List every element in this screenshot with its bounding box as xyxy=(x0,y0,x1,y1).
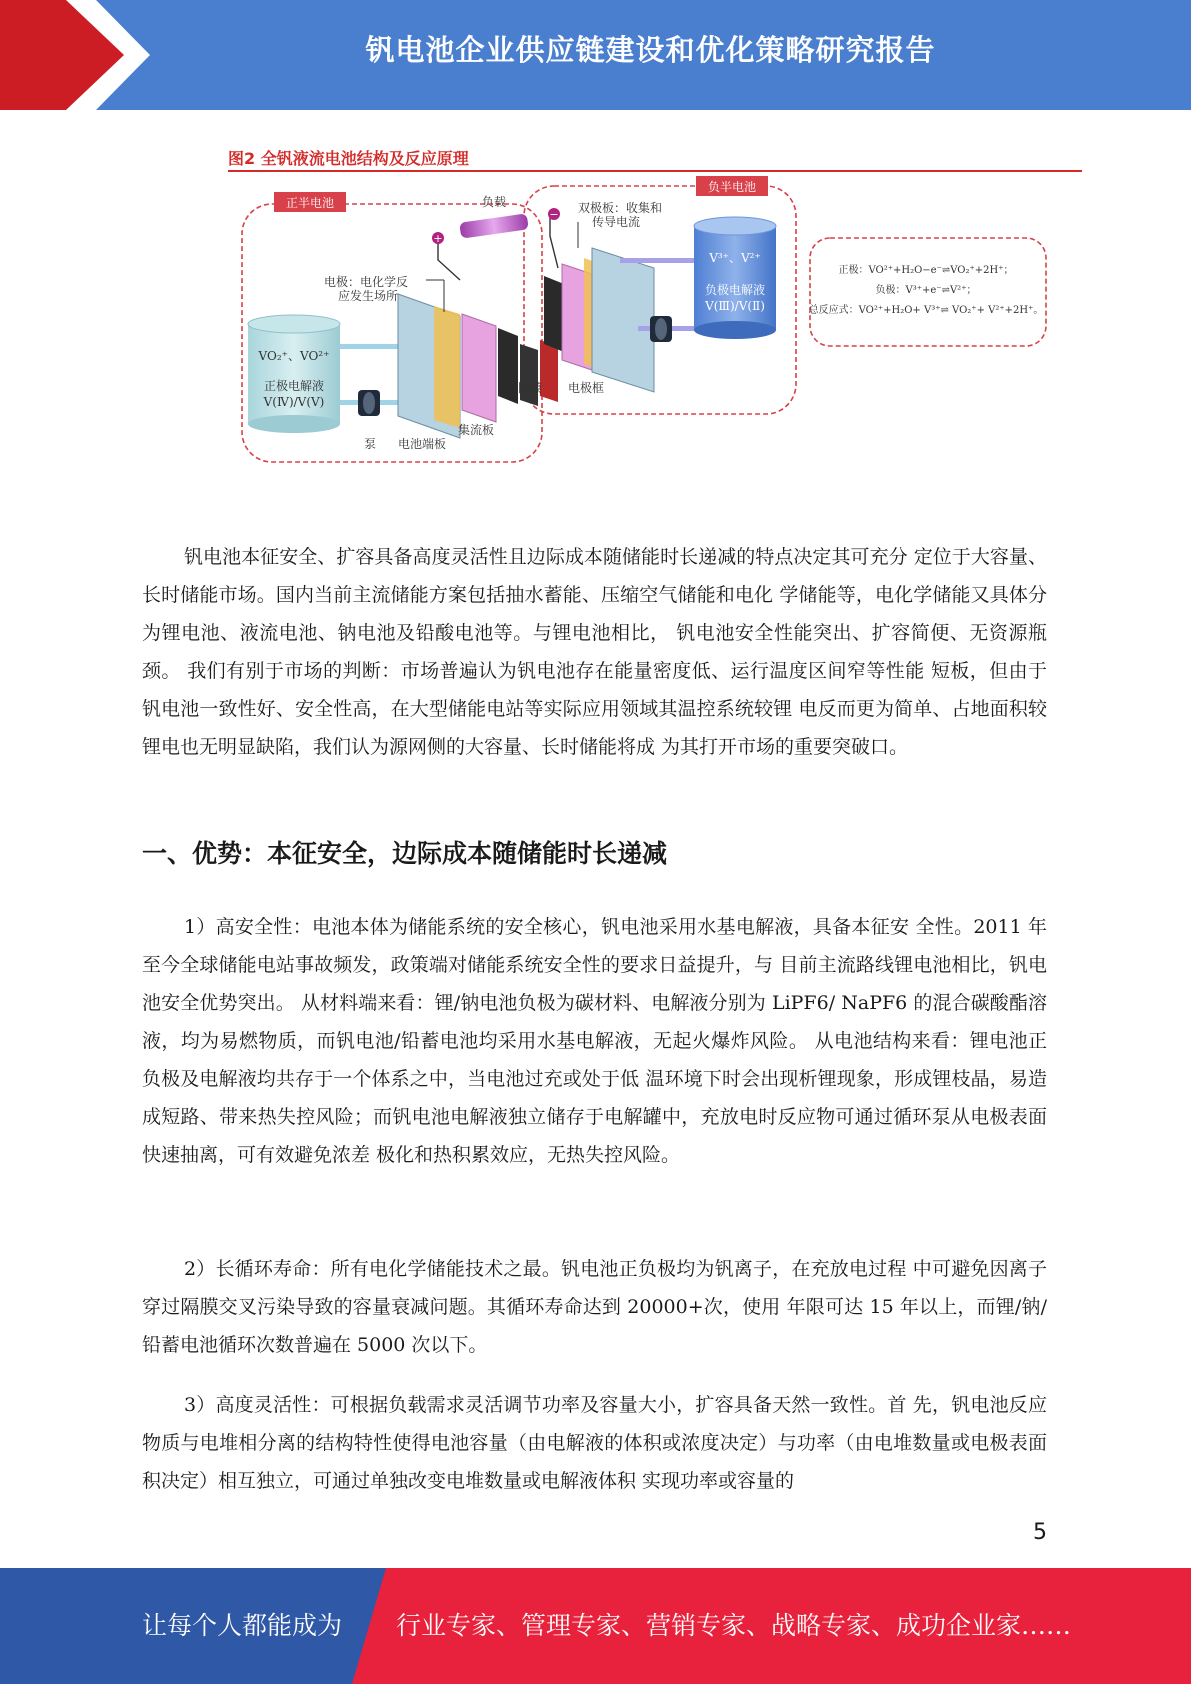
svg-text:电池端板: 电池端板 xyxy=(398,437,447,451)
paragraph-2: 1）高安全性：电池本体为储能系统的安全核心，钒电池采用水基电解液，具备本征安 全性。2011 年至今全球储能电站事故频发，政策端对储能系统安全性的要求日益提升，与 目前主流路线锂电池相比，钒电池安全优势突出。 从材料端来看：锂/钠电池负极为碳材料、电解液分别为 LiPF6/ NaPF6 的混合碳酸酯溶 液，均为易燃物质，而钒电池/铅蓄电池均采用水基电解液，无起火爆炸风险。 从电池结构来看：锂电池正负极及电解液均共存于一个体系之中，当电池过充或处于低 温环境下时会出现析锂现象，形成锂枝晶，易造成短路、带来热失控风险；而钒电池电解液独立储存于电解罐中，充放电时反应物可通过循环泵从电极表面快速抽离，可有效避免浓差 极化和热积累效应，无热失控风险。 xyxy=(142,916,1047,1166)
reaction-positive: 正极：VO²⁺+H₂O−e⁻⇌VO₂⁺+2H⁺； xyxy=(838,265,1014,276)
page-footer xyxy=(0,1568,1191,1684)
footer-slogan-left: 让每个人都能成为 xyxy=(142,1611,343,1640)
svg-text:集流板: 集流板 xyxy=(458,423,495,437)
svg-text:双极板：收集和: 双极板：收集和 xyxy=(578,201,663,215)
svg-text:V(Ⅲ)/V(Ⅱ): V(Ⅲ)/V(Ⅱ) xyxy=(705,299,765,313)
reaction-negative: 负极：V³⁺+e⁻⇌V²⁺； xyxy=(875,285,977,296)
footer-slogan-right: 行业专家、管理专家、营销专家、战略专家、成功企业家…… xyxy=(396,1611,1072,1640)
battery-diagram xyxy=(228,176,1082,488)
svg-text:负极电解液: 负极电解液 xyxy=(704,283,766,297)
pump-icon-right xyxy=(650,316,672,342)
svg-text:隔膜: 隔膜 xyxy=(518,381,543,395)
negative-tank xyxy=(694,217,776,339)
membrane xyxy=(540,340,558,402)
header-chevron-icon xyxy=(0,0,160,110)
pump-icon xyxy=(358,390,380,416)
page-number: 5 xyxy=(1033,1520,1047,1545)
figure-battery-structure xyxy=(228,146,1082,486)
svg-text:VO₂⁺、VO²⁺: VO₂⁺、VO²⁺ xyxy=(258,349,330,363)
svg-text:V(Ⅳ)/V(Ⅴ): V(Ⅳ)/V(Ⅴ) xyxy=(263,395,325,409)
load-resistor xyxy=(459,213,529,238)
paragraph-4: 3）高度灵活性：可根据负载需求灵活调节功率及容量大小，扩容具备天然一致性。首 先，钒电池反应物质与电堆相分离的结构特性使得电池容量（由电解液的体积或浓度决定）与功率（由电堆数量或电极表面积决定）相互独立，可通过单独改变电堆数量或电解液体积 实现功率或容量的 xyxy=(142,1394,1047,1492)
svg-text:电极框: 电极框 xyxy=(568,381,605,395)
positive-tank xyxy=(248,315,340,433)
svg-text:正极电解液: 正极电解液 xyxy=(263,379,325,393)
svg-text:电极：电化学反: 电极：电化学反 xyxy=(324,275,409,289)
figure-caption: 图2 全钒液流电池结构及反应原理 xyxy=(228,149,469,168)
reaction-total: 总反应式：VO²⁺+H₂O+ V³⁺⇌ VO₂⁺+ V²⁺+2H⁺。 xyxy=(808,305,1044,316)
svg-text:−: − xyxy=(549,208,559,221)
section-heading-1: 一、优势：本征安全，边际成本随储能时长递减 xyxy=(142,839,668,868)
electrode-frame-left xyxy=(462,314,496,422)
paragraph-1: 钒电池本征安全、扩容具备高度灵活性且边际成本随储能时长递减的特点决定其可充分 定位于大容量、长时储能市场。国内当前主流储能方案包括抽水蓄能、压缩空气储能和电化 学储能等，电化学储能又具体分为锂电池、液流电池、钠电池及铅酸电池等。与锂电池相比， 钒电池安全性能突出、扩容简便、无资源瓶颈。 我们有别于市场的判断：市场普遍认为钒电池存在能量密度低、运行温度区间窄等性能 短板，但由于钒电池一致性好、安全性高，在大型储能电站等实际应用领域其温控系统较锂 电反而更为简单、占地面积较锂电也无明显缺陷，我们认为源网侧的大容量、长时储能将成 为其打开市场的重要突破口。 xyxy=(142,546,1047,758)
svg-text:+: + xyxy=(433,232,443,245)
page-header xyxy=(0,0,1191,110)
bipolar-plate xyxy=(592,248,654,392)
collector-plate xyxy=(434,306,460,428)
svg-text:应发生场所: 应发生场所 xyxy=(338,289,399,303)
figure-caption-rule xyxy=(228,170,1082,172)
report-title: 钒电池企业供应链建设和优化策略研究报告 xyxy=(365,33,936,67)
svg-text:V³⁺、V²⁺: V³⁺、V²⁺ xyxy=(709,251,761,265)
positive-half-label: 正半电池 xyxy=(285,196,335,210)
svg-text:传导电流: 传导电流 xyxy=(592,215,641,229)
svg-text:泵: 泵 xyxy=(364,437,377,451)
paragraph-3: 2）长循环寿命：所有电化学储能技术之最。钒电池正负极均为钒离子，在充放电过程 中可避免因离子穿过隔膜交叉污染导致的容量衰减问题。其循环寿命达到 20000+次，使用 年限可达 15 年以上，而锂/钠/铅蓄电池循环次数普遍在 5000 次以下。 xyxy=(142,1258,1047,1356)
negative-half-label: 负半电池 xyxy=(707,180,757,194)
svg-text:负载: 负载 xyxy=(481,195,507,209)
